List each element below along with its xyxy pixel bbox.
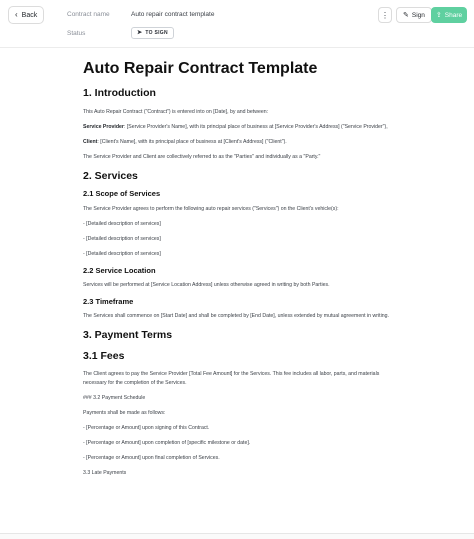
pen-icon: ✎	[403, 12, 409, 19]
sign-button[interactable]	[396, 7, 432, 23]
contract-name-label: Contract name	[67, 11, 110, 18]
list-item: - [Percentage or Amount] upon completion of [specific milestone or date].	[83, 440, 251, 447]
paragraph: The Service Provider agrees to perform the following auto repair services ("Services") on the Client's vehicle(s):	[83, 205, 339, 212]
paragraph	[83, 123, 393, 132]
subsection-heading: 2.3 Timeframe	[83, 296, 134, 306]
back-button[interactable]	[8, 6, 44, 24]
list-item: - [Detailed description of services]	[83, 220, 161, 227]
paragraph: The Client agrees to pay the Service Provider [Total Fee Amount] for the Services. This fee includes all labor, parts, and materials necessary for the completion of the Services.	[83, 371, 380, 387]
section-heading: 1. Introduction	[83, 87, 156, 100]
contract-name-value[interactable]: Auto repair contract template	[131, 11, 215, 18]
status-label: Status	[67, 30, 86, 37]
send-icon: ➤	[137, 30, 143, 36]
chevron-left-icon: ‹	[15, 10, 18, 19]
more-options-button[interactable]	[378, 7, 392, 23]
share-icon: ⇪	[435, 12, 442, 19]
paragraph-text: : [Service Provider's Name], with its principal place of business at [Service Provider's Address] ("Service Provider"),	[123, 123, 388, 130]
paragraph: The Services shall commence on [Start Date] and shall be completed by [End Date], unless extended by mutual agreement in writing.	[83, 313, 389, 320]
paragraph: Payments shall be made as follows:	[83, 410, 166, 417]
subsection-heading: 3.1 Fees	[83, 349, 125, 362]
paragraph: 3.3 Late Payments	[83, 470, 127, 477]
subsection-heading: 2.2 Service Location	[83, 265, 156, 275]
list-item: - [Percentage or Amount] upon signing of this Contract.	[83, 425, 210, 432]
status-value: TO SIGN	[145, 30, 168, 36]
subsection-heading: 2.1 Scope of Services	[83, 189, 161, 199]
more-vertical-icon: ⋮	[381, 10, 389, 20]
list-item: - [Detailed description of services]	[83, 250, 161, 257]
top-bar	[0, 0, 474, 48]
contract-document	[83, 60, 393, 500]
paragraph: This Auto Repair Contract ("Contract") is entered into on [Date], by and between:	[83, 108, 269, 115]
bold-label: Service Provider	[83, 123, 124, 130]
back-label: Back	[21, 11, 38, 19]
share-button[interactable]	[431, 7, 467, 23]
bottom-bar	[0, 533, 474, 539]
bold-label: Client	[83, 138, 98, 145]
sign-label: Sign	[411, 11, 425, 19]
list-item: - [Percentage or Amount] upon final completion of Services.	[83, 455, 220, 462]
paragraph	[83, 138, 393, 147]
paragraph: Services will be performed at [Service Location Address] unless otherwise agreed in writing by both Parties.	[83, 281, 330, 288]
share-label: Share	[444, 11, 463, 19]
document-title: Auto Repair Contract Template	[83, 60, 318, 77]
section-heading: 3. Payment Terms	[83, 329, 173, 342]
section-heading: 2. Services	[83, 169, 138, 182]
paragraph: The Service Provider and Client are collectively referred to as the "Parties" and individually as a "Party."	[83, 153, 321, 160]
status-badge	[131, 27, 174, 39]
list-item: - [Detailed description of services]	[83, 235, 161, 242]
paragraph: ### 3.2 Payment Schedule	[83, 395, 146, 402]
paragraph-text: : [Client's Name], with its principal place of business at [Client's Address] ("Client").	[97, 138, 287, 145]
